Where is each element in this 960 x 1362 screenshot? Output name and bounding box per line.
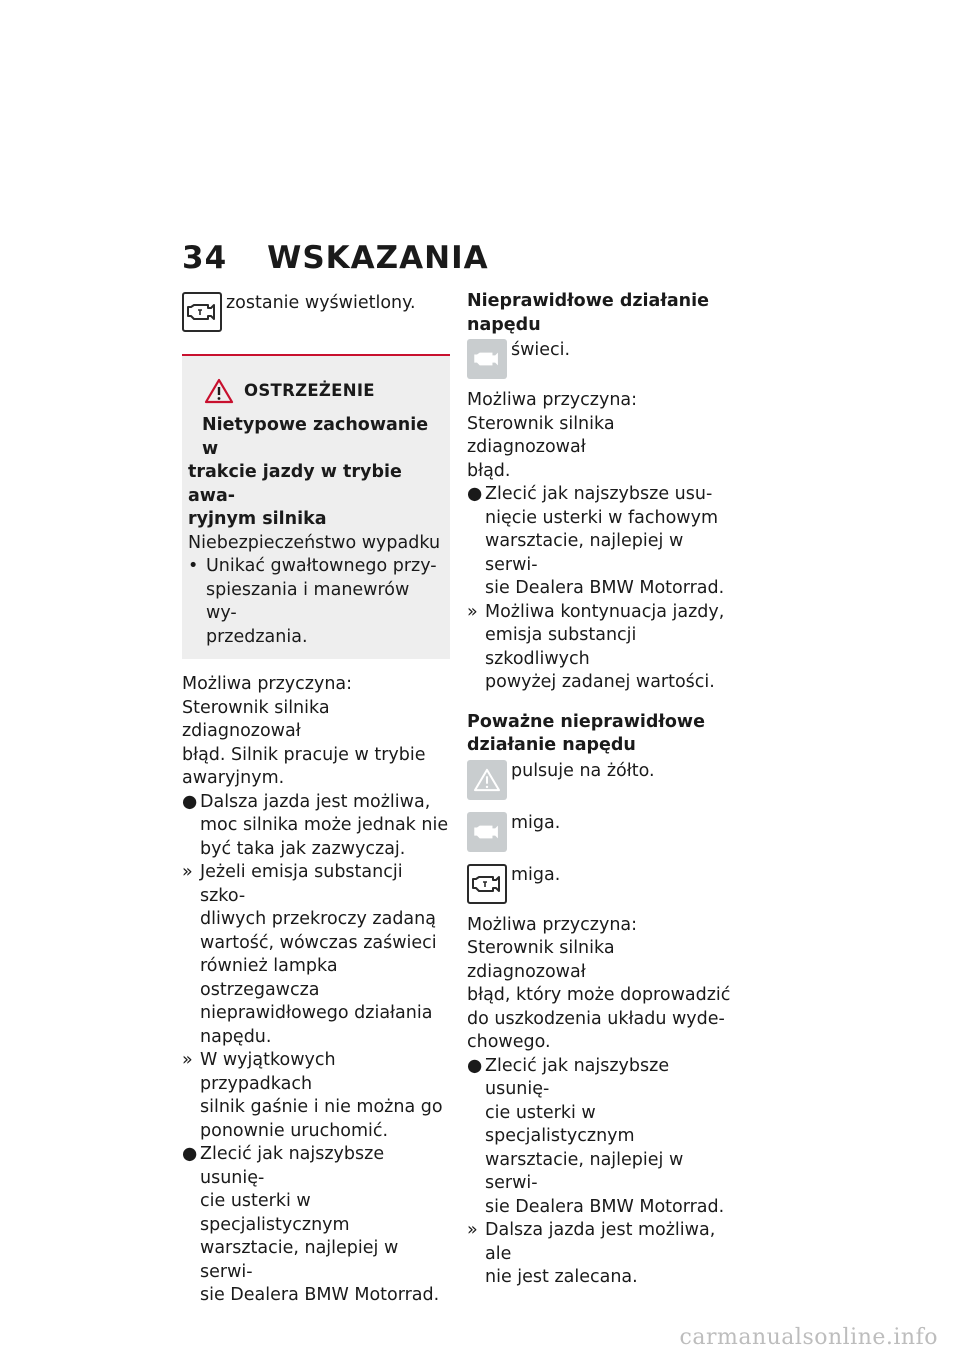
warning-list xyxy=(188,555,442,649)
status-text: miga. xyxy=(511,812,561,833)
line: nięcie usterki w fachowym xyxy=(485,507,719,528)
line: nieprawidłowego działania xyxy=(200,1003,433,1023)
left-items xyxy=(182,791,450,1308)
line: cie usterki w specjalistycznym xyxy=(200,1191,350,1235)
cause-label: Możliwa przyczyna: xyxy=(467,390,638,410)
intro-text: zostanie wyświetlony. xyxy=(226,293,416,313)
line: dliwych przekroczy zadaną xyxy=(200,909,436,929)
cause-line: błąd. xyxy=(467,460,511,481)
line: sie Dealera BMW Motorrad. xyxy=(485,1196,725,1217)
list-item xyxy=(467,601,735,695)
intro-row xyxy=(182,290,450,332)
cause-line: Sterownik silnika zdiagnozował xyxy=(182,697,330,741)
line: ponownie uruchomić. xyxy=(200,1120,389,1141)
list-marker: ● xyxy=(182,1144,198,1164)
warning-heading-line: trakcie jazdy w trybie awa- xyxy=(188,462,402,506)
heading-line: Nieprawidłowe działanie xyxy=(467,291,709,311)
cause-line: Sterownik silnika zdiagnozował xyxy=(467,938,615,982)
line: przedzania. xyxy=(206,626,308,647)
line: Możliwa kontynuacja jazdy, xyxy=(485,601,725,622)
cause-line: błąd, który może doprowadzić xyxy=(467,985,731,1005)
section2-items xyxy=(467,1055,735,1290)
line: sie Dealera BMW Motorrad. xyxy=(485,578,725,598)
watermark: carmanualsonline.info xyxy=(679,1325,938,1350)
warning-heading-line: Nietypowe zachowanie w xyxy=(202,415,429,459)
page-title: WSKAZANIA xyxy=(267,240,489,276)
warning-subtitle: Niebezpieczeństwo wypadku xyxy=(188,532,441,553)
list-item xyxy=(182,1049,450,1143)
list-item xyxy=(467,1219,735,1290)
line: Zlecić jak najszybsze usu- xyxy=(485,484,713,504)
line: warsztacie, najlepiej w serwi- xyxy=(200,1238,399,1282)
line: moc silnika może jednak nie xyxy=(200,815,449,835)
line: Dalsza jazda jest możliwa, xyxy=(200,791,431,812)
section1-cause xyxy=(467,389,735,483)
cause-label: Możliwa przyczyna: xyxy=(467,914,638,935)
left-column xyxy=(182,290,450,1308)
line: nie jest zalecana. xyxy=(485,1267,638,1287)
line: cie usterki w specjalistycznym xyxy=(485,1102,635,1146)
list-item xyxy=(182,791,450,862)
warning-title-row xyxy=(204,378,442,404)
list-item xyxy=(182,1143,450,1308)
warning-label: OSTRZEŻENIE xyxy=(244,381,375,401)
status-row xyxy=(467,758,735,800)
line: napędu. xyxy=(200,1026,272,1047)
line: warsztacie, najlepiej w serwi- xyxy=(485,531,684,575)
line: Zlecić jak najszybsze usunię- xyxy=(485,1055,670,1099)
line: emisja substancji szkodliwych xyxy=(485,625,637,669)
right-column xyxy=(467,290,735,1290)
cause-line: do uszkodzenia układu wyde- xyxy=(467,1008,725,1029)
page-number: 34 xyxy=(182,240,228,276)
list-item xyxy=(467,483,735,601)
line: Jeżeli emisja substancji szko- xyxy=(200,862,403,906)
line: silnik gaśnie i nie można go xyxy=(200,1097,443,1117)
list-item xyxy=(188,555,442,649)
line: W wyjątkowych przypadkach xyxy=(200,1050,336,1094)
line: warsztacie, najlepiej w serwi- xyxy=(485,1149,684,1193)
line: wartość, wówczas zaświeci xyxy=(200,932,437,953)
list-marker: » xyxy=(182,1050,193,1070)
line: powyżej zadanej wartości. xyxy=(485,672,715,692)
warning-heading xyxy=(188,414,442,532)
list-marker: » xyxy=(467,1220,478,1240)
status-text: pulsuje na żółto. xyxy=(511,760,655,781)
warning-box xyxy=(182,354,450,659)
line: również lampka ostrzegawcza xyxy=(200,956,338,1000)
left-cause xyxy=(182,673,450,791)
page-header xyxy=(182,240,489,276)
section-heading xyxy=(467,711,735,758)
list-item xyxy=(467,1055,735,1220)
list-marker: » xyxy=(467,601,478,622)
cause-line: Sterownik silnika zdiagnozował xyxy=(467,413,615,457)
section-heading xyxy=(467,290,735,337)
status-row xyxy=(467,862,735,904)
heading-line: napędu xyxy=(467,314,541,335)
section1-items xyxy=(467,483,735,695)
list-marker: ● xyxy=(182,791,198,812)
line: Unikać gwałtownego przy- xyxy=(206,556,437,576)
heading-line: Poważne nieprawidłowe xyxy=(467,711,705,732)
cause-line: chowego. xyxy=(467,1032,551,1052)
line: Zlecić jak najszybsze usunię- xyxy=(200,1144,385,1188)
heading-line: działanie napędu xyxy=(467,735,636,755)
engine-check-filled-icon xyxy=(467,339,507,379)
status-row xyxy=(467,337,735,379)
list-item xyxy=(182,861,450,1049)
cause-label: Możliwa przyczyna: xyxy=(182,674,353,694)
line: spieszania i manewrów wy- xyxy=(206,579,410,623)
list-marker: ● xyxy=(467,1055,483,1076)
list-marker: » xyxy=(182,862,193,882)
bullet-marker: • xyxy=(188,556,199,576)
line: Dalsza jazda jest możliwa, ale xyxy=(485,1220,716,1264)
section2-cause xyxy=(467,914,735,1055)
engine-check-filled-icon xyxy=(467,812,507,852)
line: sie Dealera BMW Motorrad. xyxy=(200,1285,440,1305)
status-text: miga. xyxy=(511,864,561,885)
engine-check-outline-icon xyxy=(467,864,507,904)
status-row xyxy=(467,810,735,852)
engine-check-outline-icon xyxy=(182,292,222,332)
cause-line: błąd. Silnik pracuje w trybie xyxy=(182,744,426,765)
list-marker: ● xyxy=(467,484,483,504)
cause-line: awaryjnym. xyxy=(182,768,285,788)
status-text: świeci. xyxy=(511,340,571,360)
warning-heading-line: ryjnym silnika xyxy=(188,509,327,529)
warning-triangle-icon xyxy=(204,378,234,404)
line: być taka jak zazwyczaj. xyxy=(200,838,406,859)
warning-triangle-icon xyxy=(467,760,507,800)
